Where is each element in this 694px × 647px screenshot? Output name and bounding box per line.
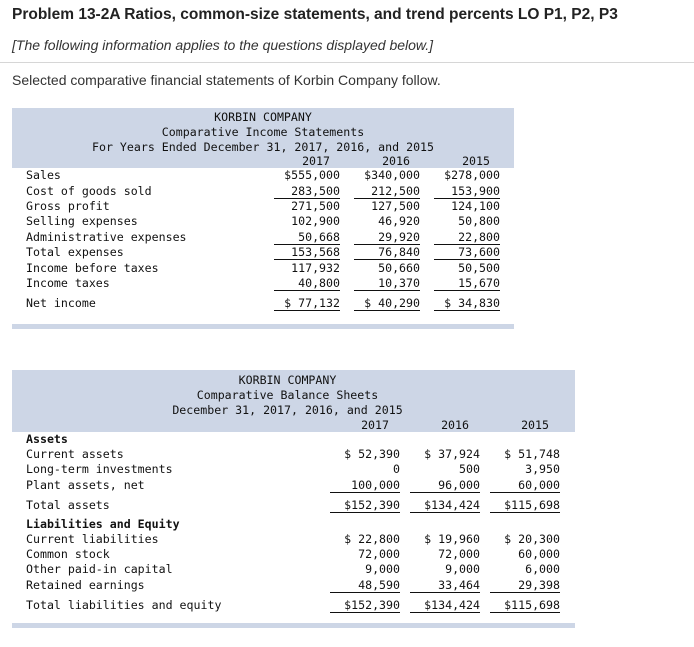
balance_sheet-cell-2016: 33,464 bbox=[410, 578, 480, 593]
balance_sheet-cell-2016: $ 19,960 bbox=[424, 532, 480, 546]
balance_sheet-cell-2015: $ 51,748 bbox=[504, 447, 560, 461]
balance_sheet-cell-2017: $152,390 bbox=[330, 498, 400, 513]
income_statement-cell-2015: 153,900 bbox=[434, 184, 500, 199]
income_statement-cell-2015: $278,000 bbox=[444, 168, 500, 182]
income_statement-cell-2015: 50,800 bbox=[458, 214, 500, 228]
income_statement-cell-2016: 46,920 bbox=[378, 214, 420, 228]
income_statement-cell-2015: 124,100 bbox=[451, 199, 500, 213]
intro-text: Selected comparative financial statements of Korbin Company follow. bbox=[12, 72, 441, 88]
income_statement-cell-2017: 271,500 bbox=[291, 199, 340, 213]
balance_sheet-row-label: Common stock bbox=[26, 547, 110, 561]
divider bbox=[0, 62, 694, 63]
income_statement-cell-2016: $340,000 bbox=[364, 168, 420, 182]
income_statement-row-label: Gross profit bbox=[26, 199, 110, 213]
income-statement-company: KORBIN COMPANY bbox=[214, 110, 312, 124]
balance_sheet-cell-2016: 96,000 bbox=[410, 478, 480, 493]
balance-sheet-year-col-2: 2016 bbox=[441, 418, 469, 432]
income_statement-cell-2017: 283,500 bbox=[274, 184, 340, 199]
balance_sheet-cell-2015: $115,698 bbox=[490, 498, 560, 513]
balance_sheet-cell-2015: $115,698 bbox=[490, 598, 560, 613]
income_statement-cell-2017: 50,668 bbox=[274, 230, 340, 245]
balance_sheet-row-label: Total liabilities and equity bbox=[26, 598, 222, 612]
balance_sheet-row-label: Current assets bbox=[26, 447, 124, 461]
balance_sheet-cell-2015: 60,000 bbox=[490, 478, 560, 493]
income_statement-row-label: Selling expenses bbox=[26, 214, 138, 228]
balance_sheet-cell-2016: $ 37,924 bbox=[424, 447, 480, 461]
balance-sheet-year-col-1: 2017 bbox=[361, 418, 389, 432]
balance_sheet-row-label: Plant assets, net bbox=[26, 478, 145, 492]
income_statement-cell-2016: $ 40,290 bbox=[354, 296, 420, 311]
balance_sheet-row-label: Retained earnings bbox=[26, 578, 145, 592]
income-statement-period: For Years Ended December 31, 2017, 2016, and 2015 bbox=[91, 140, 435, 154]
income-statement-bottom-rule bbox=[12, 324, 514, 329]
problem-title: Problem 13-2A Ratios, common-size statements, and trend percents LO P1, P2, P3 bbox=[12, 6, 618, 23]
balance_sheet-cell-2016: 72,000 bbox=[438, 547, 480, 561]
balance_sheet-cell-2017: 48,590 bbox=[330, 578, 400, 593]
liabilities-equity-heading: Liabilities and Equity bbox=[26, 517, 180, 531]
balance_sheet-cell-2017: 72,000 bbox=[358, 547, 400, 561]
income_statement-row-label: Income before taxes bbox=[26, 261, 159, 275]
income_statement-cell-2017: $555,000 bbox=[284, 168, 340, 182]
assets-heading: Assets bbox=[26, 432, 68, 446]
income_statement-cell-2017: 102,900 bbox=[291, 214, 340, 228]
balance_sheet-cell-2015: 6,000 bbox=[525, 562, 560, 576]
balance_sheet-cell-2016: $134,424 bbox=[410, 498, 480, 513]
balance_sheet-cell-2015: 29,398 bbox=[490, 578, 560, 593]
balance_sheet-cell-2016: 9,000 bbox=[445, 562, 480, 576]
balance_sheet-row-label: Total assets bbox=[26, 498, 110, 512]
balance-sheet-panel bbox=[12, 370, 575, 630]
income_statement-row-label: Income taxes bbox=[26, 276, 110, 290]
income_statement-cell-2016: 212,500 bbox=[354, 184, 420, 199]
income_statement-row-label: Net income bbox=[26, 296, 96, 310]
balance_sheet-cell-2015: 3,950 bbox=[525, 462, 560, 476]
balance_sheet-cell-2015: 60,000 bbox=[518, 547, 560, 561]
income-statement-year-col-1: 2017 bbox=[302, 154, 330, 168]
income_statement-cell-2015: 15,670 bbox=[434, 276, 500, 291]
income_statement-cell-2016: 50,660 bbox=[378, 261, 420, 275]
income-statement-title: Comparative Income Statements bbox=[161, 125, 365, 139]
balance-sheet-bottom-rule bbox=[12, 623, 575, 628]
balance_sheet-cell-2017: $ 52,390 bbox=[344, 447, 400, 461]
balance_sheet-row-label: Current liabilities bbox=[26, 532, 159, 546]
instruction-text: [The following information applies to the questions displayed below.] bbox=[12, 37, 434, 53]
income_statement-row-label: Sales bbox=[26, 168, 61, 182]
income-statement-year-col-3: 2015 bbox=[462, 154, 490, 168]
balance_sheet-cell-2017: $ 22,800 bbox=[344, 532, 400, 546]
balance-sheet-company: KORBIN COMPANY bbox=[238, 373, 337, 387]
balance_sheet-cell-2016: 500 bbox=[459, 462, 480, 476]
income-statement-year-col-2: 2016 bbox=[382, 154, 410, 168]
income_statement-cell-2015: $ 34,830 bbox=[434, 296, 500, 311]
balance_sheet-row-label: Other paid-in capital bbox=[26, 562, 173, 576]
balance_sheet-row-label: Long-term investments bbox=[26, 462, 173, 476]
income_statement-row-label: Total expenses bbox=[26, 245, 124, 259]
income_statement-cell-2017: 117,932 bbox=[291, 261, 340, 275]
income_statement-cell-2017: 40,800 bbox=[274, 276, 340, 291]
income_statement-row-label: Administrative expenses bbox=[26, 230, 187, 244]
income_statement-cell-2017: 153,568 bbox=[274, 245, 340, 260]
income_statement-cell-2016: 76,840 bbox=[354, 245, 420, 260]
income-statement-panel bbox=[12, 108, 514, 330]
balance-sheet-period: December 31, 2017, 2016, and 2015 bbox=[172, 403, 403, 417]
income_statement-cell-2015: 22,800 bbox=[434, 230, 500, 245]
income_statement-cell-2015: 73,600 bbox=[434, 245, 500, 260]
balance_sheet-cell-2017: 0 bbox=[393, 462, 400, 476]
income_statement-cell-2016: 10,370 bbox=[354, 276, 420, 291]
income_statement-row-label: Cost of goods sold bbox=[26, 184, 152, 198]
balance_sheet-cell-2016: $134,424 bbox=[410, 598, 480, 613]
income_statement-cell-2016: 29,920 bbox=[354, 230, 420, 245]
balance-sheet-year-col-3: 2015 bbox=[521, 418, 549, 432]
balance_sheet-cell-2017: 9,000 bbox=[365, 562, 400, 576]
income_statement-cell-2017: $ 77,132 bbox=[274, 296, 340, 311]
balance_sheet-cell-2015: $ 20,300 bbox=[504, 532, 560, 546]
balance_sheet-cell-2017: $152,390 bbox=[330, 598, 400, 613]
balance-sheet-title: Comparative Balance Sheets bbox=[196, 388, 379, 402]
income_statement-cell-2015: 50,500 bbox=[458, 261, 500, 275]
balance_sheet-cell-2017: 100,000 bbox=[330, 478, 400, 493]
income_statement-cell-2016: 127,500 bbox=[371, 199, 420, 213]
